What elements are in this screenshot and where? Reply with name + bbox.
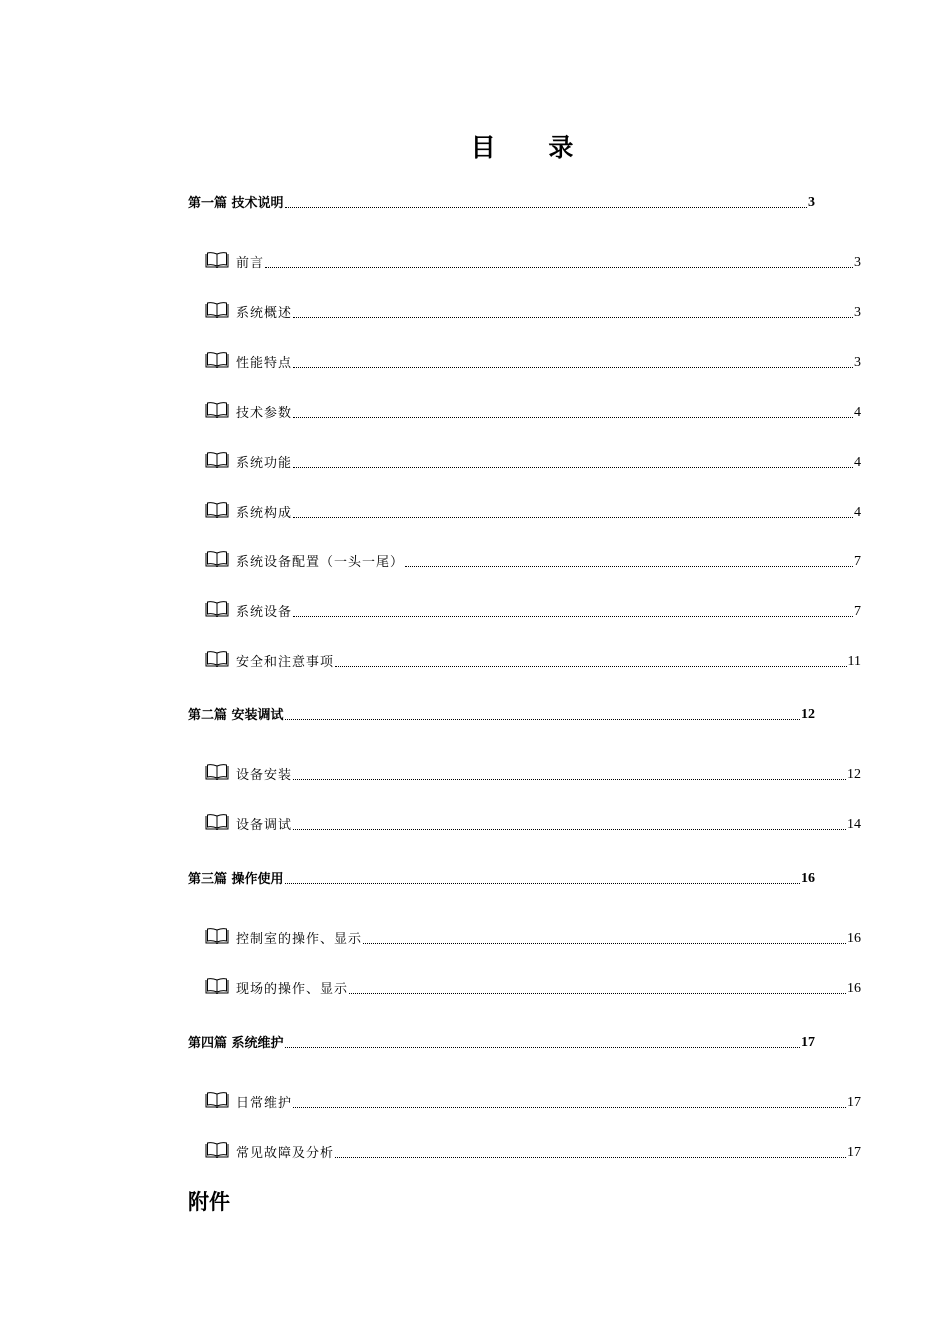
toc-section-label: 系统构成: [236, 506, 293, 521]
toc-section-label: 系统概述: [236, 306, 293, 321]
dot-leader: [285, 719, 800, 720]
toc-section-entry[interactable]: [205, 598, 861, 620]
toc-section-entry[interactable]: [205, 811, 861, 833]
toc-section-entry[interactable]: [205, 975, 861, 997]
toc-part-page: 16: [801, 871, 815, 886]
book-icon: [205, 1091, 229, 1111]
toc-section-label: 系统功能: [236, 456, 293, 471]
book-icon: [205, 927, 229, 947]
dot-leader: [363, 943, 846, 944]
dot-leader: [293, 1107, 846, 1108]
dot-leader: [335, 666, 847, 667]
toc-section-page: 17: [847, 1095, 861, 1110]
toc-part-label: 第四篇 系统维护: [188, 1036, 284, 1051]
book-icon: [205, 301, 229, 321]
toc-section-label: 技术参数: [236, 406, 293, 421]
toc-section-entry[interactable]: [205, 449, 861, 471]
toc-section-page: 3: [854, 355, 861, 370]
toc-section-label: 日常维护: [236, 1096, 293, 1111]
toc-section-page: 3: [854, 305, 861, 320]
toc-section-entry[interactable]: [205, 1139, 861, 1161]
dot-leader: [293, 517, 853, 518]
toc-part-label: 第三篇 操作使用: [188, 872, 284, 887]
book-icon: [205, 977, 229, 997]
dot-leader: [293, 829, 846, 830]
toc-section-label: 控制室的操作、显示: [236, 932, 363, 947]
toc-section-label: 现场的操作、显示: [236, 982, 349, 997]
book-icon: [205, 501, 229, 521]
toc-section-page: 4: [854, 455, 861, 470]
book-icon: [205, 650, 229, 670]
book-icon: [205, 251, 229, 271]
toc-part-page: 17: [801, 1035, 815, 1050]
toc-part-entry[interactable]: [188, 705, 815, 723]
toc-section-entry[interactable]: [205, 648, 861, 670]
toc-section-page: 4: [854, 505, 861, 520]
toc-section-page: 14: [847, 817, 861, 832]
book-icon: [205, 813, 229, 833]
toc-section-page: 7: [854, 554, 861, 569]
toc-section-page: 7: [854, 604, 861, 619]
toc-section-label: 常见故障及分析: [236, 1146, 335, 1161]
appendix-heading: 附件: [188, 1190, 230, 1214]
toc-section-entry[interactable]: [205, 925, 861, 947]
dot-leader: [265, 267, 853, 268]
toc-section-label: 前言: [236, 256, 265, 271]
toc-part-entry[interactable]: [188, 1033, 815, 1051]
toc-section-label: 设备安装: [236, 768, 293, 783]
toc-part-label: 第一篇 技术说明: [188, 196, 284, 211]
toc-section-entry[interactable]: [205, 499, 861, 521]
toc-section-page: 4: [854, 405, 861, 420]
toc-section-label: 性能特点: [236, 356, 293, 371]
toc-section-page: 3: [854, 255, 861, 270]
dot-leader: [405, 566, 853, 567]
book-icon: [205, 550, 229, 570]
dot-leader: [285, 883, 800, 884]
toc-part-page: 12: [801, 707, 815, 722]
book-icon: [205, 1141, 229, 1161]
book-icon: [205, 451, 229, 471]
dot-leader: [293, 367, 853, 368]
toc-section-entry[interactable]: [205, 249, 861, 271]
dot-leader: [293, 417, 853, 418]
dot-leader: [335, 1157, 846, 1158]
book-icon: [205, 351, 229, 371]
toc-part-entry[interactable]: [188, 869, 815, 887]
book-icon: [205, 763, 229, 783]
dot-leader: [293, 467, 853, 468]
toc-part-page: 3: [808, 195, 815, 210]
dot-leader: [285, 207, 807, 208]
toc-part-entry[interactable]: [188, 193, 815, 211]
book-icon: [205, 600, 229, 620]
dot-leader: [293, 317, 853, 318]
toc-section-page: 11: [847, 654, 861, 669]
toc-section-page: 12: [847, 767, 861, 782]
toc-section-page: 16: [847, 981, 861, 996]
toc-section-entry[interactable]: [205, 761, 861, 783]
toc-section-entry[interactable]: [205, 399, 861, 421]
toc-section-label: 安全和注意事项: [236, 655, 335, 670]
toc-section-label: 系统设备配置（一头一尾）: [236, 555, 405, 570]
toc-section-entry[interactable]: [205, 349, 861, 371]
book-icon: [205, 401, 229, 421]
dot-leader: [349, 993, 846, 994]
toc-section-entry[interactable]: [205, 548, 861, 570]
dot-leader: [285, 1047, 800, 1048]
toc-section-label: 设备调试: [236, 818, 293, 833]
toc-title: 目 录: [470, 133, 596, 162]
toc-section-page: 16: [847, 931, 861, 946]
toc-part-label: 第二篇 安装调试: [188, 708, 284, 723]
toc-section-entry[interactable]: [205, 1089, 861, 1111]
dot-leader: [293, 616, 853, 617]
toc-section-label: 系统设备: [236, 605, 293, 620]
dot-leader: [293, 779, 846, 780]
toc-section-entry[interactable]: [205, 299, 861, 321]
toc-section-page: 17: [847, 1145, 861, 1160]
